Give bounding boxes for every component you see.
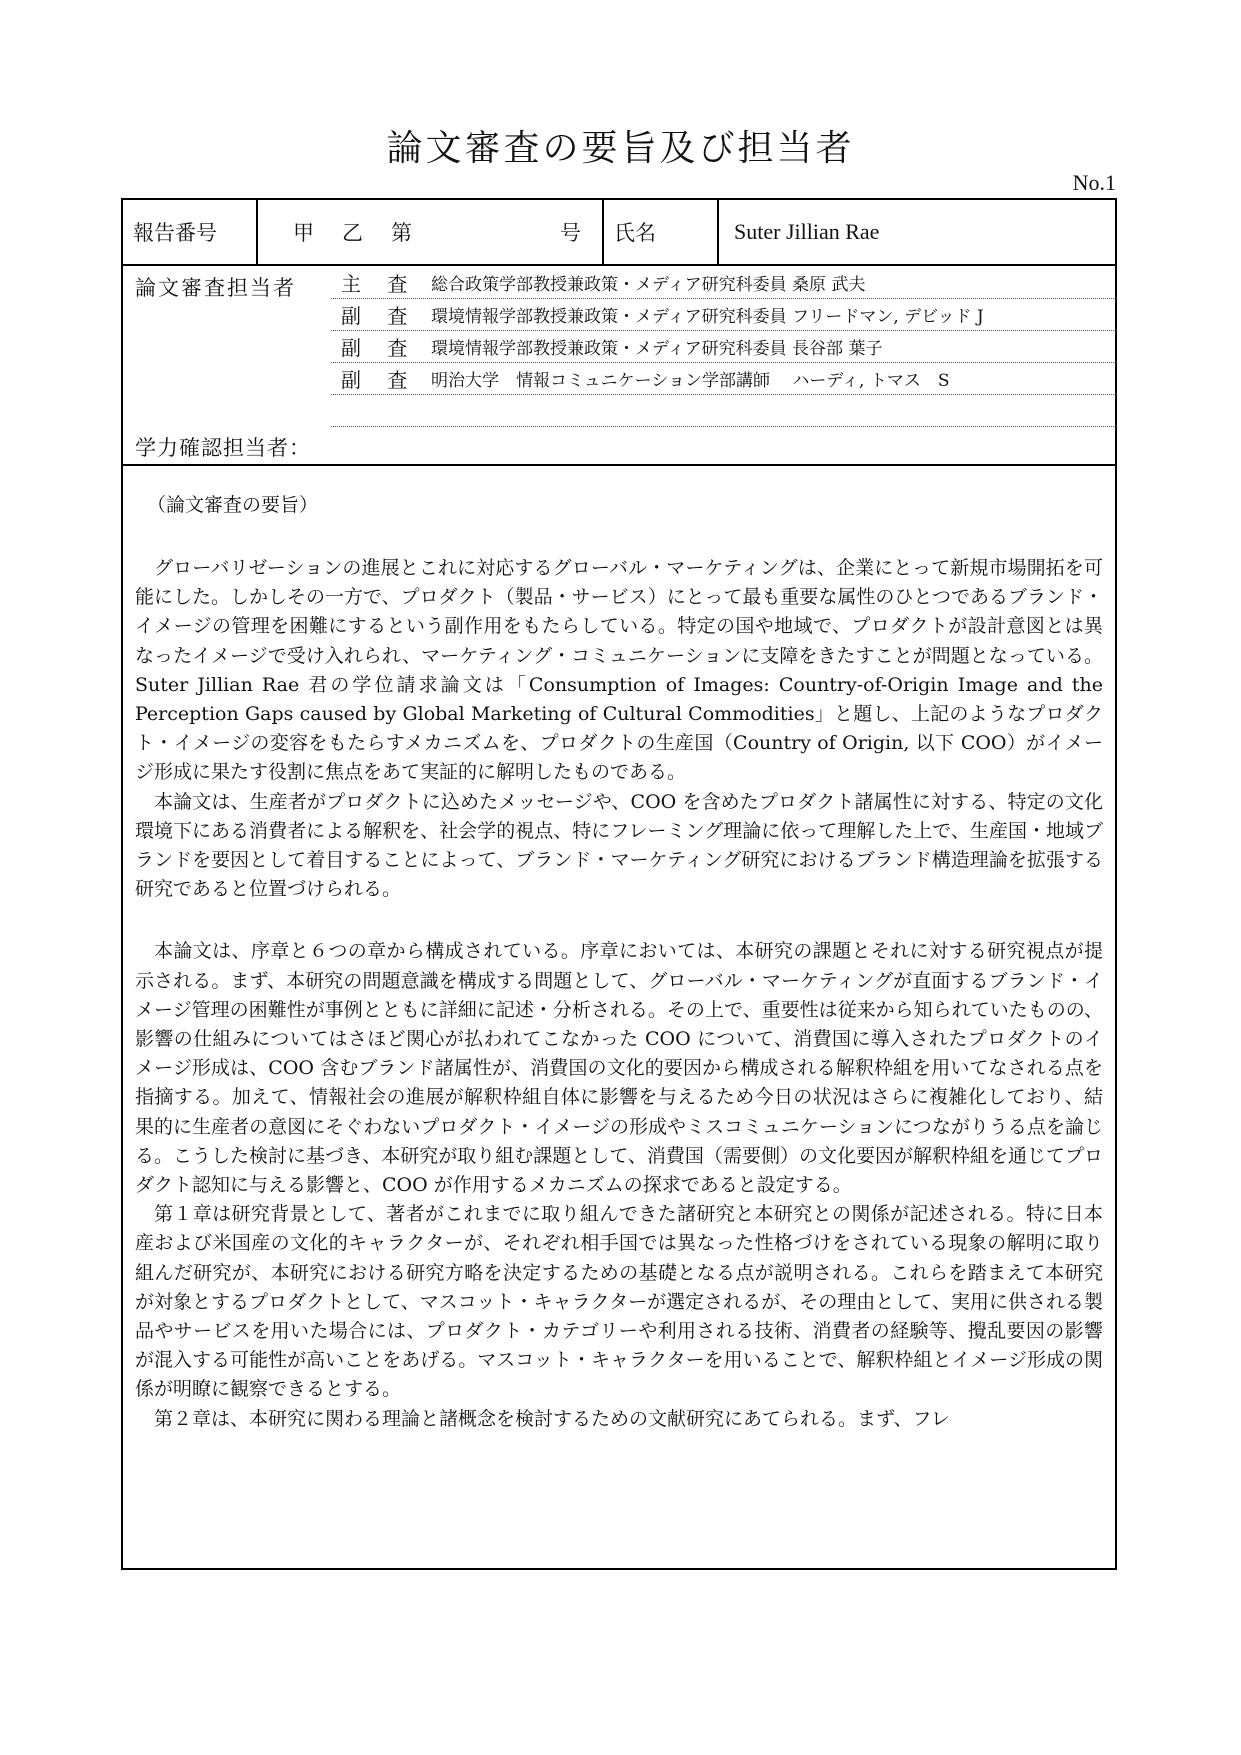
review-form (121, 198, 1117, 1570)
reviewer-role: 主 査 (341, 271, 418, 296)
reviewers-label: 論文審査担当者 (135, 276, 296, 300)
reviewer-role: 副 査 (341, 335, 418, 360)
document-title: 論文審査の要旨及び担当者 (386, 128, 855, 169)
abstract-paragraph: 本論文は、生産者がプロダクトに込めたメッセージや、COO を含めたプロダクト諸属性に対する、特定の文化環境下にある消費者による解釈を、社会学的視点、特にフレーミング理論に依って理解した上で、生産国・地域ブランドを要因として着目することによって、ブランド・マーケティング研究におけるブランド構造理論を拡張する研究であると位置づけられる。 (135, 790, 1103, 901)
gou-marker: 号 (560, 221, 581, 245)
reviewer-role: 副 査 (341, 367, 418, 392)
page-number: No.1 (1072, 170, 1116, 195)
reviewer-row (331, 362, 1114, 395)
report-number-label: 報告番号 (133, 221, 217, 245)
header-row (123, 200, 1115, 266)
reviewer-name: 明治大学 情報コミュニケーション学部講師 ハーディ, トマス S (431, 370, 950, 391)
reviewer-name: 環境情報学部教授兼政策・メディア研究科委員 フリードマン, デビッド J (431, 306, 984, 327)
otsu-marker: 乙 (342, 221, 363, 245)
reviewer-name: 総合政策学部教授兼政策・メディア研究科委員 桑原 武夫 (431, 274, 866, 295)
name-label: 氏名 (602, 200, 717, 264)
abstract-heading: （論文審査の要旨） (147, 494, 319, 516)
reviewers-section (123, 266, 1115, 466)
reviewer-row (331, 266, 1114, 299)
abstract-paragraph: 本論文は、序章と６つの章から構成されている。序章においては、本研究の課題とそれに対する研究視点が提示される。まず、本研究の問題意識を構成する問題として、グローバル・マーケティングが直面するブランド・イメージ管理の困難性が事例とともに詳細に記述・分析される。その上で、重要性は従来から知られていたものの、影響の仕組みについてはさほど関心が払われてこなかった COO について、消費国に導入されたプロダクトのイメージ形成は、COO 含むブランド諸属性が、消費国の文化的要因から構成される解釈枠組を用いてなされる点を指摘する。加えて、情報社会の進展が解釈枠組自体に影響を与えるため今日の状況はさらに複雑化しており、結果的に生産者の意図にそぐわないプロダクト・イメージの形成やミスコミュニケーションにつながりうる点を論じる。こうした検討に基づき、本研究が取り組む課題として、消費国（需要側）の文化要因が解釈枠組を通じてプロダクト認知に与える影響と、COO が作用するメカニズムの探求であると設定する。 (135, 940, 1103, 1197)
abstract-paragraph: 第２章は、本研究に関わる理論と諸概念を検討するための文献研究にあてられる。まず、フレ (154, 1407, 950, 1430)
abstract-paragraph: 第１章は研究背景として、著者がこれまでに取り組んできた諸研究と本研究との関係が記述される。特に日本産および米国産の文化的キャラクターが、それぞれ相手国では異なった性格づけをされている現象の解明に取り組んだ研究が、本研究における研究方略を決定するための基礎となる点が説明される。これらを踏まえて本研究が対象とするプロダクトとして、マスコット・キャラクターが選定されるが、その理由として、実用に供される製品やサービスを用いた場合には、プロダクト・カテゴリーや利用される技術、消費者の経験等、攪乱要因の影響が混入する可能性が高いことをあげる。マスコット・キャラクターを用いることで、解釈枠組とイメージ形成の関係が明瞭に観察できるとする。 (135, 1203, 1103, 1401)
reviewer-row (331, 330, 1114, 363)
name-value: Suter Jillian Rae (717, 200, 1117, 264)
dai-marker: 第 (391, 221, 412, 245)
abstract-body (123, 466, 1115, 1434)
reviewer-row (331, 298, 1114, 331)
reviewer-row-empty (331, 394, 1114, 427)
abstract-paragraph: グローバリゼーションの進展とこれに対応するグローバル・マーケティングは、企業にとって新規市場開拓を可能にした。しかしその一方で、プロダクト（製品・サービス）にとって最も重要な属性のひとつであるブランド・イメージの管理を困難にするという副作用をもたらしている。特定の国や地域で、プロダクトが設計意図とは異なったイメージで受け入れられ、マーケティング・コミュニケーションに支障をきたすことが問題となっている。Suter Jillian Rae 君の学位請求論文は「Consumption of Images: Country-of-Origin Image and the Perception Gaps caused by Global Marketing of Cultural Commodities」と題し、上記のようなプロダクト・イメージの変容をもたらすメカニズムを、プロダクトの生産国（Country of Origin, 以下 COO）がイメージ形成に果たす役割に焦点をあて実証的に解明したものである。 (135, 557, 1103, 784)
kou-marker: 甲 (293, 221, 314, 245)
academic-checker-label: 学力確認担当者： (135, 436, 311, 460)
reviewer-name: 環境情報学部教授兼政策・メディア研究科委員 長谷部 葉子 (431, 338, 883, 359)
reviewer-role: 副 査 (341, 303, 418, 328)
